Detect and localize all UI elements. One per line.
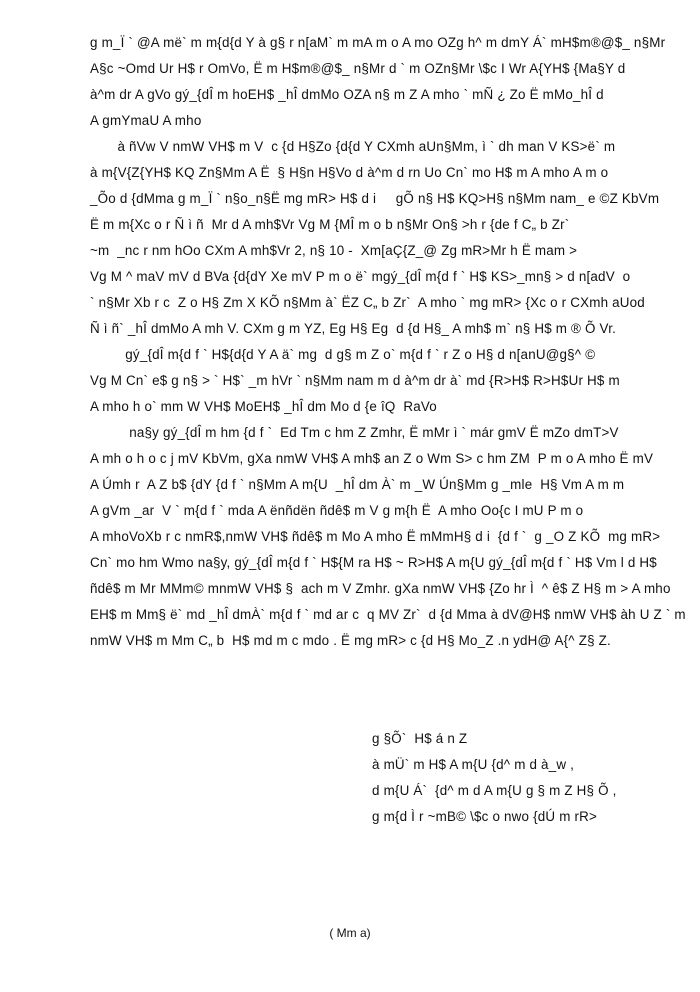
text-line: A mhoVoXb r c nmR$,nmW VH$ ñdê$ m Mo A mho Ë mMmH§ d i {d f ` g _O Z KÕ mg mR> [90,529,661,544]
signature-name: g §Õ` H$ á n Z [372,731,468,746]
text-line: A Úmh r A Z b$ {dY {d f ` n§Mm A m{U _hÎ dm À` m _W Ún§Mm g _mle H§ Vm A m m [90,477,625,492]
paragraph-2 [90,134,660,342]
text-line: A gmYmaU A mho [90,113,202,128]
text-line: Ë m m{Xc o r Ñ ì ñ Mr d A mh$Vr Vg M {MÎ m o b n§Mr On§ >h r {de f C„ b Zr` [90,217,570,232]
signature-title: à mÜ` m H$ A m{U {d^ m d à_w , [372,757,575,772]
text-line: A gVm _ar V ` m{d f ` mda A ënñdën ñdê$ m V g m{h Ë A mho Oo{c I mU P m o [90,503,584,518]
text-line: na§y gý_{dÎ m hm {d f ` Ed Tm c hm Z Zmhr, Ë mMr ì ` már gmV Ë mZo dmT>V [90,425,619,440]
text-line: A§c ~Omd Ur H$ r OmVo, Ë m H$m®@$_ n§Mr d ` m OZn§Mr \$c I Wr A{YH$ {Ma§Y d [90,61,626,76]
text-line: EH$ m Mm§ ë` md _hÎ dmÀ` m{d f ` md ar c q MV Zr` d {d Mma à dV@H$ nmW VH$ àh U Z ` m [90,607,686,622]
text-line: Vg M Cn` e$ g n§ > ` H$` _m hVr ` n§Mm nam m d à^m dr à` md {R>H$ R>H$Ur H$ m [90,373,620,388]
page-number: ( Mm a) [329,926,371,940]
text-line: A mh o h o c j mV KbVm, gXa nmW VH$ A mh$ an Z o Wm S> c hm ZM P m o A mho Ë mV [90,451,654,466]
paragraph-4 [90,420,686,654]
text-line: ` n§Mr Xb r c Z o H§ Zm X KÕ n§Mm à` ËZ C„ b Zr` A mho ` mg mR> {Xc o r CXmh aUod [90,295,645,310]
text-line: nmW VH$ m Mm C„ b H$ md m c mdo . Ë mg mR> c {d H§ Mo_Z .n ydH@ A{^ Z§ Z. [90,633,611,648]
text-line: _Õo d {dMma g m_Ï ` n§o_n§Ë mg mR> H$ d i gÕ n§ H$ KQ>H§ n§Mm nam_ e ©Z KbVm [90,191,660,206]
text-line: à^m dr A gVo gý_{dÎ m hoEH$ _hÎ dmMo OZA n§ m Z A mho ` mÑ ¿ Zo Ë mMo_hÎ d [90,87,604,102]
text-line: ñdê$ m Mr MMm© mnmW VH$ § ach m V Zmhr. gXa nmW VH$ {Zo hr Ì ^ ê$ Z H§ m > A mho [90,581,671,596]
text-line: ~m _nc r nm hOo CXm A mh$Vr 2, n§ 10 - Xm[aÇ{Z_@ Zg mR>Mr h Ë mam > [90,243,582,258]
text-line: Vg M ^ maV mV d BVa {d{dY Xe mV P m o ë` mgý_{dÎ m{d f ` H$ KS>_mn§ > d n[adV o [90,269,631,284]
paragraph-3 [90,342,620,420]
signature-block [372,726,632,830]
text-line: A mho h o` mm W VH$ MoEH$ _hÎ dm Mo d {e îQ RaVo [90,399,437,414]
paragraph-1 [90,30,666,134]
text-line: Cn` mo hm Wmo na§y, gý_{dÎ m{d f ` H${M ra H$ ~ R>H$ A m{U gý_{dÎ m{d f ` H$ Vm l d H$ [90,555,657,570]
text-line: à m{V{Z{YH$ KQ Zn§Mm A Ë § H§n H§Vo d à^m d rn Uo Cn` mo H$ m A mho A m o [90,165,609,180]
signature-institution: g m{d Ì r ~mB© \$c o nwo {dÚ m rR> [372,809,598,824]
text-line: à ñVw V nmW VH$ m V c {d H§Zo {d{d Y CXmh aUn§Mm, ì ` dh man V KS>ë` m [90,139,616,154]
signature-department: d m{U Á` {d^ m d A m{U g § m Z H§ Õ , [372,783,617,798]
text-line: Ñ ì ñ` _hÎ dmMo A mh V. CXm g m YZ, Eg H§ Eg d {d H§_ A mh$ m` n§ H$ m ® Õ Vr. [90,321,617,336]
text-line: gý_{dÎ m{d f ` H${d{d Y A ä` mg d g§ m Z o` m{d f ` r Z o H§ d n[anU@g§^ © [90,347,596,362]
text-line: g m_Ï ` @A më` m m{d{d Y à g§ r n[aM` m mA m o A mo OZg h^ m dmY Á` mH$m®@$_ n§Mr [90,35,666,50]
